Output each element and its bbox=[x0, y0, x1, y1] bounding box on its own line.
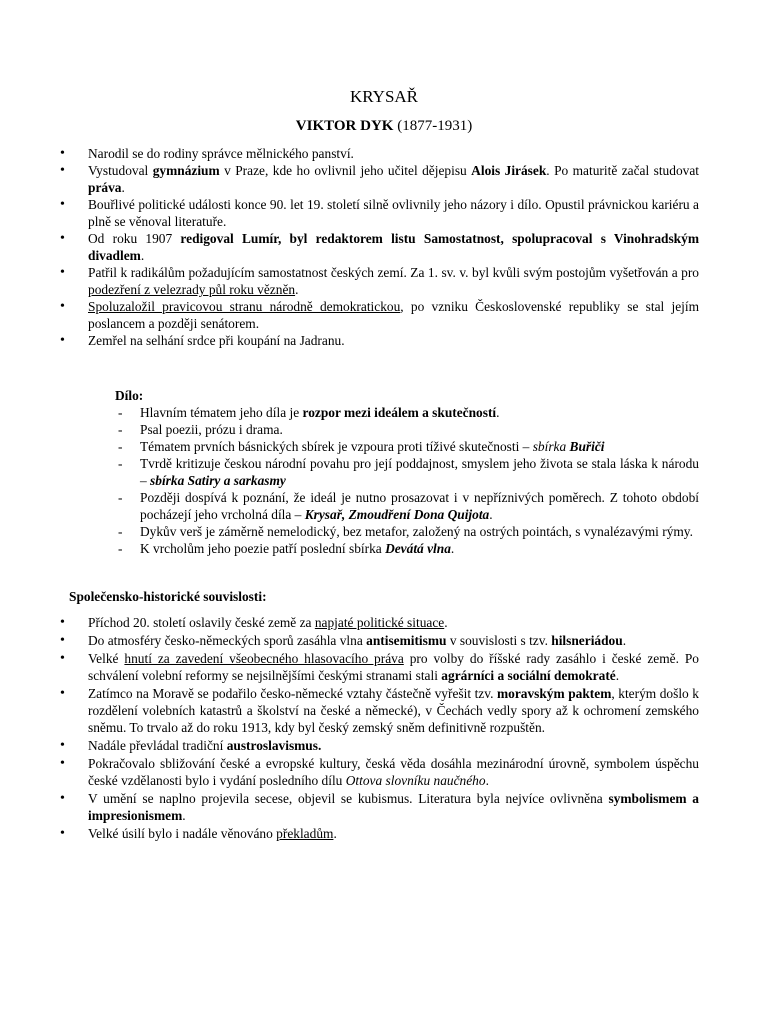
text-run: Příchod 20. století oslavily české země za bbox=[88, 615, 315, 630]
text-run: . bbox=[489, 507, 493, 522]
text-run: . bbox=[485, 773, 489, 788]
text-run: Bouřlivé politické události konce 90. let 19. století silně ovlivnily jeho názory i dílo. Opustil právnickou kariéru a plně se věnoval literatuře. bbox=[88, 197, 699, 229]
text-run: Později dospívá k poznání, že ideál je nutno prosazovat i v nepříznivých poměrech. Z tohoto období pocházejí jeho vrcholná díla – bbox=[140, 490, 699, 522]
text-run: sbírka bbox=[532, 439, 570, 454]
text-run: sbírka Satiry a sarkasmy bbox=[150, 473, 286, 488]
text-run: hnutí za zavedení všeobecného hlasovacího práva bbox=[124, 651, 404, 666]
text-run: Od roku 1907 bbox=[88, 231, 181, 246]
context-item bbox=[88, 790, 699, 824]
text-run: Hlavním tématem jeho díla je bbox=[140, 405, 303, 420]
text-run: Devátá vlna bbox=[385, 541, 451, 556]
works-list bbox=[140, 404, 699, 557]
text-run: austroslavismus. bbox=[226, 738, 322, 753]
text-run: . bbox=[140, 248, 145, 263]
text-run: Dykův verš je záměrně nemelodický, bez metafor, založený na ostrých pointách, s vynalézavými rýmy. bbox=[140, 524, 693, 539]
text-run: Zemřel na selhání srdce při koupání na Jadranu. bbox=[88, 333, 345, 348]
text-run: Narodil se do rodiny správce mělnického panství. bbox=[88, 146, 354, 161]
text-run: Velké úsilí bylo i nadále věnováno bbox=[88, 826, 277, 841]
context-heading: Společensko-historické souvislosti: bbox=[69, 589, 267, 604]
text-run: Do atmosféry česko-německých sporů zasáhla vlna bbox=[88, 633, 367, 648]
text-run: Nadále převládal tradiční bbox=[88, 738, 227, 753]
text-run: práva bbox=[88, 180, 122, 195]
text-run: rozpor mezi ideálem a skutečností bbox=[302, 405, 497, 420]
text-run: pro volby do říšské rady zasáhlo i české země. Po schválení volební reformy se nejsilnějšími českými stranami stali bbox=[88, 651, 699, 683]
bio-item bbox=[88, 264, 699, 298]
text-run: . bbox=[295, 282, 299, 297]
text-run: . bbox=[622, 633, 627, 648]
text-run: . Po maturitě začal studovat bbox=[546, 163, 699, 178]
author-name: VIKTOR DYK bbox=[295, 118, 394, 134]
bio-item bbox=[88, 298, 699, 332]
text-run: redigoval Lumír, byl redaktorem listu Samostatnost, spolupracoval s Vinohradským divadlem bbox=[88, 231, 699, 263]
text-run: K vrcholům jeho poezie patří poslední sbírka bbox=[140, 541, 386, 556]
text-run: Tvrdě kritizuje českou národní povahu pro její poddajnost, smyslem jeho života se stala láska k národu – bbox=[140, 456, 699, 488]
bio-item bbox=[88, 145, 699, 162]
text-run: Zatímco na Moravě se podařilo česko-německé vztahy částečně vyřešit tzv. bbox=[88, 686, 497, 701]
text-run: symbolismem a impresionismem bbox=[88, 791, 699, 823]
context-list bbox=[88, 614, 699, 843]
dilo-item bbox=[140, 455, 699, 489]
text-run: antisemitismu bbox=[366, 633, 447, 648]
text-run: Alois Jirásek bbox=[471, 163, 547, 178]
biography-list bbox=[88, 145, 699, 349]
context-item bbox=[88, 632, 699, 649]
text-run: podezření z velezrady půl roku vězněn bbox=[88, 282, 296, 297]
text-run: . bbox=[444, 615, 448, 630]
text-run: Vystudoval bbox=[88, 163, 153, 178]
text-run: . bbox=[333, 826, 337, 841]
author-years: (1877-1931) bbox=[397, 118, 473, 134]
text-run: Krysař, Zmoudření Dona Quijota bbox=[304, 507, 490, 522]
text-run: . bbox=[496, 405, 500, 420]
context-item bbox=[88, 614, 699, 631]
text-run: v Praze, kde ho ovlivnil jeho učitel dějepisu bbox=[219, 163, 472, 178]
dilo-item bbox=[140, 421, 699, 438]
text-run: Ottova slovníku naučného bbox=[345, 773, 486, 788]
text-run: . bbox=[615, 668, 620, 683]
text-run: napjaté politické situace bbox=[314, 615, 445, 630]
text-run: agrárníci a sociální demokraté bbox=[441, 668, 616, 683]
text-run: gymnázium bbox=[152, 163, 220, 178]
text-run: hilsneriádou bbox=[551, 633, 623, 648]
text-run: . bbox=[121, 180, 125, 195]
text-run: Spoluzaložil pravicovou stranu národně demokratickou bbox=[88, 299, 401, 314]
bio-item bbox=[88, 162, 699, 196]
text-run: překladům bbox=[276, 826, 334, 841]
text-run: moravským paktem bbox=[496, 686, 612, 701]
bio-item bbox=[88, 230, 699, 264]
dilo-item bbox=[140, 523, 699, 540]
dilo-item bbox=[140, 438, 699, 455]
text-run: . bbox=[182, 808, 186, 823]
bio-item bbox=[88, 196, 699, 230]
text-run: Psal poezii, prózu i drama. bbox=[140, 422, 283, 437]
text-run: Patřil k radikálům požadujícím samostatnost českých zemí. Za 1. sv. v. byl kvůli svým postojům vyšetřován a pro bbox=[88, 265, 699, 280]
text-run: , kterým došlo k rozdělení volebních katastrů a školství na české a německé), v Čechách vedly spory až k ochromení zemského sněmu. To trvalo až do roku 1913, kdy byl český zemský sněm definitivně rozpuštěn. bbox=[88, 686, 699, 735]
text-run: , po vzniku Československé republiky se stal jejím poslancem a později senátorem. bbox=[88, 299, 699, 331]
context-item bbox=[88, 825, 699, 842]
dilo-item bbox=[140, 489, 699, 523]
text-run: v souvislosti s tzv. bbox=[446, 633, 552, 648]
dilo-item bbox=[140, 404, 699, 421]
dilo-item bbox=[140, 540, 699, 557]
text-run: V umění se naplno projevila secese, objevil se kubismus. Literatura byla nejvíce ovlivněna bbox=[88, 791, 609, 806]
context-item bbox=[88, 755, 699, 789]
text-run: Velké bbox=[88, 651, 125, 666]
text-run: Tématem prvních básnických sbírek je vzpoura proti tíživé skutečnosti – bbox=[140, 439, 533, 454]
context-item bbox=[88, 685, 699, 736]
bio-item bbox=[88, 332, 699, 349]
author-heading bbox=[0, 118, 768, 135]
text-run: Buřiči bbox=[569, 439, 605, 454]
context-item bbox=[88, 737, 699, 754]
works-heading: Dílo: bbox=[115, 388, 144, 403]
context-item bbox=[88, 650, 699, 684]
text-run: . bbox=[450, 541, 455, 556]
document-title: KRYSAŘ bbox=[349, 87, 419, 106]
text-run: Pokračovalo sbližování české a evropské kultury, česká věda dosáhla mezinárodní úrovně, symbolem úspěchu české vzdělanosti bylo i vydání posledního dílu bbox=[88, 756, 699, 788]
